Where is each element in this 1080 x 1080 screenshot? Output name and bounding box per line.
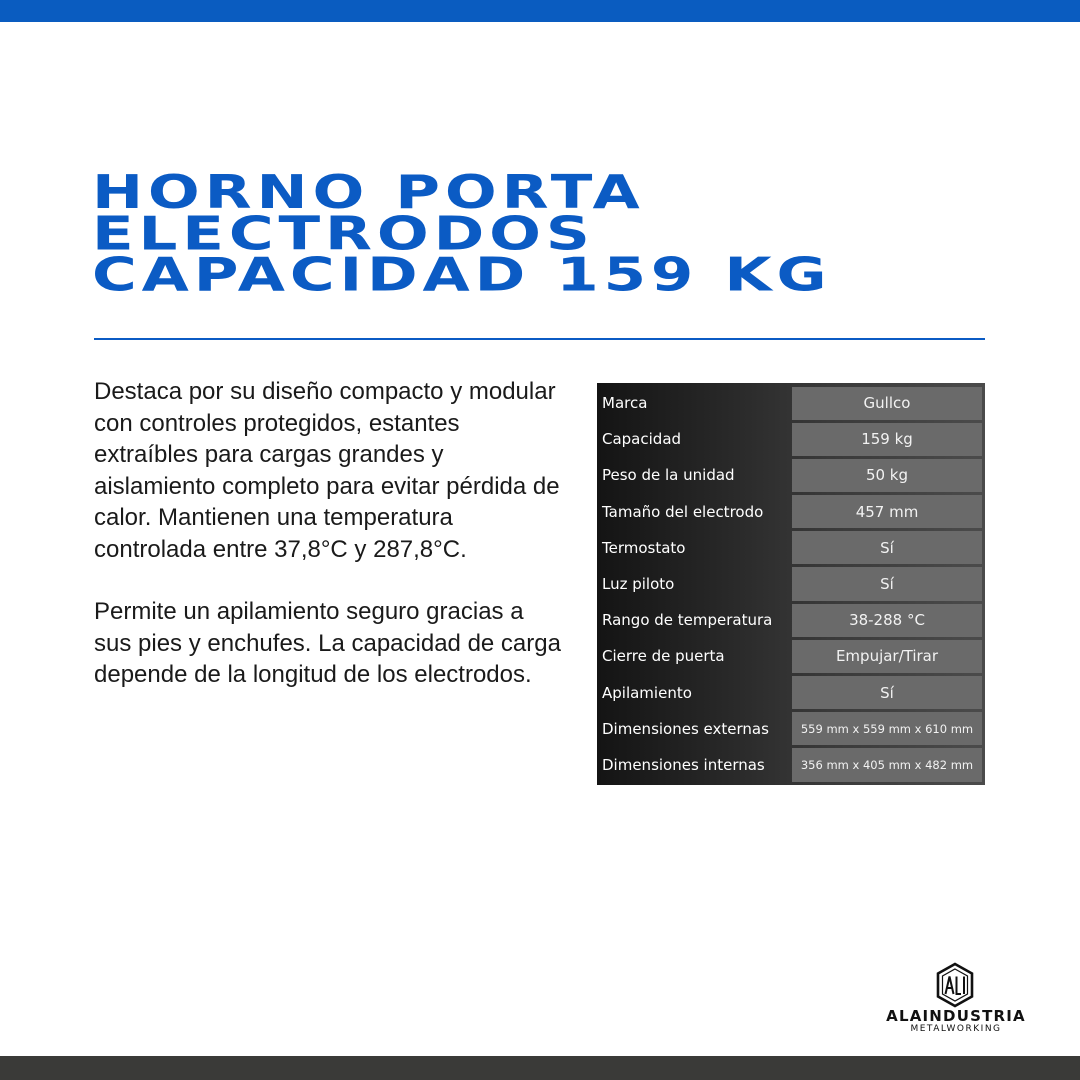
spec-row	[597, 494, 982, 530]
top-accent-bar	[0, 0, 1080, 22]
spec-row	[597, 385, 982, 421]
spec-label: Apilamiento	[602, 683, 692, 702]
spec-value: 559 mm x 559 mm x 610 mm	[792, 712, 982, 745]
title-line: CAPACIDAD 159 KG	[92, 248, 832, 302]
title-line: ELECTRODOS	[92, 206, 595, 261]
brand-logo	[868, 962, 1044, 1038]
spec-label: Peso de la unidad	[602, 466, 735, 485]
spec-row	[597, 566, 982, 602]
spec-value: Sí	[792, 676, 982, 709]
spec-value: Gullco	[792, 387, 982, 420]
brand-name: ALAINDUSTRIA	[886, 1007, 1026, 1025]
spec-value: 159 kg	[792, 423, 982, 456]
spec-row	[597, 530, 982, 566]
spec-row	[597, 711, 982, 747]
spec-label: Rango de temperatura	[602, 611, 773, 630]
spec-value: 38-288 °C	[792, 604, 982, 637]
spec-value: Sí	[792, 531, 982, 564]
spec-row	[597, 421, 982, 457]
spec-label: Tamaño del electrodo	[602, 502, 764, 521]
spec-row	[597, 457, 982, 493]
spec-value: Empujar/Tirar	[792, 640, 982, 673]
bottom-accent-bar	[0, 1056, 1080, 1080]
spec-row	[597, 675, 982, 711]
specifications-table	[597, 383, 985, 785]
spec-label: Dimensiones externas	[602, 719, 769, 738]
brand-tagline: METALWORKING	[910, 1024, 1002, 1034]
page-title	[92, 165, 1080, 302]
spec-label: Cierre de puerta	[602, 647, 725, 666]
spec-row	[597, 602, 982, 638]
spec-value: 356 mm x 405 mm x 482 mm	[792, 748, 982, 781]
spec-row	[597, 638, 982, 674]
spec-value: 457 mm	[792, 495, 982, 528]
title-line: HORNO PORTA	[92, 165, 645, 219]
product-description	[94, 376, 564, 691]
spec-label: Luz piloto	[602, 575, 675, 594]
description-paragraph: Destaca por su diseño compacto y modular con controles protegidos, estantes extraíbles para cargas grandes y aislamiento completo para evitar pérdida de calor. Mantienen una temperatura controlada entre 37,8°C y 287,8°C.	[94, 378, 560, 563]
spec-row	[597, 747, 982, 783]
title-divider	[94, 338, 985, 340]
spec-label: Capacidad	[602, 430, 682, 449]
spec-value: Sí	[792, 567, 982, 600]
spec-label: Termostato	[602, 538, 686, 557]
description-paragraph: Permite un apilamiento seguro gracias a sus pies y enchufes. La capacidad de carga depende de la longitud de los electrodos.	[94, 598, 561, 688]
spec-label: Marca	[602, 394, 648, 413]
ali-monogram-icon	[935, 962, 975, 1008]
spec-label: Dimensiones internas	[602, 755, 765, 774]
spec-value: 50 kg	[792, 459, 982, 492]
